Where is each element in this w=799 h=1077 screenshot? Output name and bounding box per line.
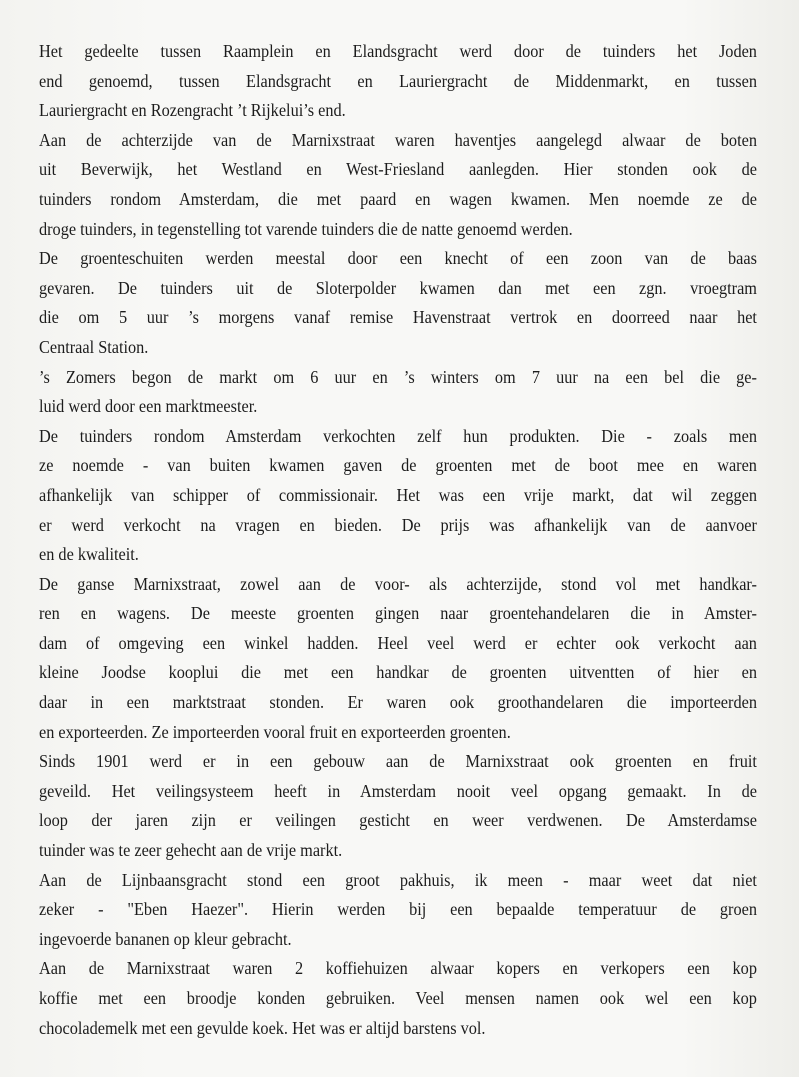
text-line: zeker - "Eben Haezer". Hierin werden bij een bepaalde temperatuur de groen	[39, 899, 757, 920]
text-line: er werd verkocht na vragen en bieden. De prijs was afhankelijk van de aanvoer	[39, 514, 757, 535]
text-line: uit Beverwijk, het Westland en West-Friesland aanlegden. Hier stonden ook de	[39, 159, 757, 180]
paragraph	[39, 866, 757, 955]
text-line: en de kwaliteit.	[39, 544, 139, 565]
text-line: gevaren. De tuinders uit de Sloterpolder kwamen dan met een zgn. vroegtram	[39, 277, 757, 298]
text-line: Sinds 1901 werd er in een gebouw aan de Marnixstraat ook groenten en fruit	[39, 751, 757, 772]
paragraph	[39, 363, 757, 422]
text-line: loop der jaren zijn er veilingen gesticht en weer verdwenen. De Amsterdamse	[39, 810, 757, 831]
text-line: ingevoerde bananen op kleur gebracht.	[39, 928, 292, 949]
text-line: kleine Joodse kooplui die met een handkar de groenten uitventten of hier en	[39, 662, 757, 683]
text-line: ze noemde - van buiten kwamen gaven de groenten met de boot mee en waren	[39, 455, 757, 476]
text-line: Aan de Lijnbaansgracht stond een groot pakhuis, ik meen - maar weet dat niet	[39, 869, 757, 890]
text-line: De tuinders rondom Amsterdam verkochten zelf hun produkten. Die - zoals men	[39, 425, 757, 446]
text-line: luid werd door een marktmeester.	[39, 396, 258, 417]
text-line: koffie met een broodje konden gebruiken. Veel mensen namen ook wel een kop	[39, 988, 757, 1008]
text-line: Aan de Marnixstraat waren 2 koffiehuizen alwaar kopers en verkopers een kop	[39, 958, 757, 979]
body-text	[39, 37, 757, 1043]
text-line: Aan de achterzijde van de Marnixstraat waren haventjes aangelegd alwaar de boten	[39, 129, 757, 150]
text-line: daar in een marktstraat stonden. Er waren ook groothandelaren die importeerden	[39, 692, 757, 713]
paragraph	[39, 126, 757, 244]
paragraph	[39, 244, 757, 362]
text-line: die om 5 uur ’s morgens vanaf remise Havenstraat vertrok en doorreed naar het	[39, 307, 757, 328]
text-line: ren en wagens. De meeste groenten gingen naar groentehandelaren die in Amster-	[39, 603, 757, 624]
text-line: afhankelijk van schipper of commissionair. Het was een vrije markt, dat wil zeggen	[39, 484, 757, 505]
text-line: en exporteerden. Ze importeerden vooral fruit en exporteerden groenten.	[39, 721, 511, 742]
text-line: chocolademelk met een gevulde koek. Het was er altijd barstens vol.	[39, 1017, 486, 1038]
text-line: De ganse Marnixstraat, zowel aan de voor- als achterzijde, stond vol met handkar-	[39, 573, 757, 594]
text-line: ’s Zomers begon de markt om 6 uur en ’s winters om 7 uur na een bel die ge-	[39, 366, 757, 387]
paragraph	[39, 570, 757, 748]
text-line: Het gedeelte tussen Raamplein en Elandsgracht werd door de tuinders het Joden	[39, 41, 757, 61]
paragraph	[39, 37, 757, 126]
paragraph	[39, 954, 757, 1043]
paragraph	[39, 747, 757, 865]
text-line: tuinders rondom Amsterdam, die met paard en wagen kwamen. Men noemde ze de	[39, 188, 757, 209]
text-line: Lauriergracht en Rozengracht ’t Rijkelui’s end.	[39, 100, 346, 121]
text-line: droge tuinders, in tegenstelling tot varende tuinders die de natte genoemd werden.	[39, 218, 573, 239]
text-line: geveild. Het veilingsysteem heeft in Amsterdam nooit veel opgang gemaakt. In de	[39, 780, 757, 801]
text-line: dam of omgeving een winkel hadden. Heel veel werd er echter ook verkocht aan	[39, 632, 757, 653]
paragraph	[39, 422, 757, 570]
text-line: De groenteschuiten werden meestal door een knecht of een zoon van de baas	[39, 248, 757, 269]
text-line: Centraal Station.	[39, 336, 149, 357]
text-line: end genoemd, tussen Elandsgracht en Lauriergracht de Middenmarkt, en tussen	[39, 70, 757, 91]
text-line: tuinder was te zeer gehecht aan de vrije markt.	[39, 840, 343, 861]
